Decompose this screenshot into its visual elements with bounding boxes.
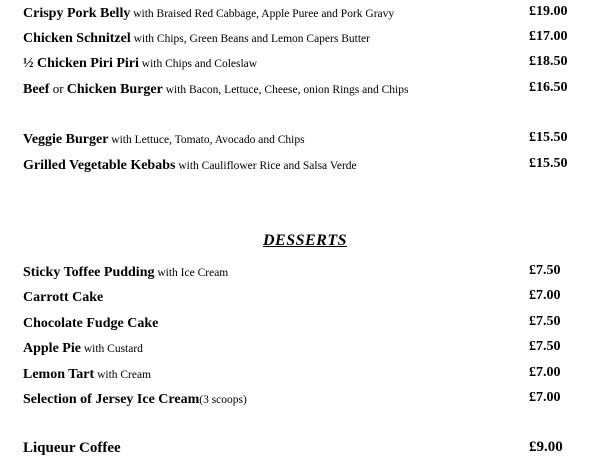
item-price: £16.50 bbox=[529, 80, 568, 95]
item-connector: or bbox=[49, 81, 67, 96]
item-price: £7.00 bbox=[529, 390, 561, 405]
menu-item bbox=[23, 314, 600, 334]
item-name: Lemon Tart bbox=[23, 367, 95, 382]
item-price: £7.50 bbox=[529, 263, 561, 278]
item-price: £7.50 bbox=[529, 314, 561, 329]
item-name: Liqueur Coffee bbox=[23, 440, 121, 456]
item-name: Crispy Pork Belly bbox=[23, 6, 131, 21]
item-price: £15.50 bbox=[529, 130, 568, 145]
item-description: with Braised Red Cabbage, Apple Puree and Pork Gravy bbox=[130, 8, 395, 20]
item-price: £18.50 bbox=[529, 54, 568, 69]
menu-item bbox=[23, 339, 600, 359]
menu-item bbox=[23, 54, 600, 74]
menu-item bbox=[23, 365, 600, 385]
item-name-2: Chicken Burger bbox=[66, 82, 163, 97]
item-description: with Cream bbox=[94, 369, 152, 381]
menu-item bbox=[23, 156, 600, 176]
item-name: Apple Pie bbox=[23, 341, 81, 356]
item-description: with Lettuce, Tomato, Avocado and Chips bbox=[108, 134, 305, 146]
item-name: Selection of Jersey Ice Cream bbox=[23, 392, 200, 407]
item-name: Sticky Toffee Pudding bbox=[23, 265, 155, 280]
item-price: £7.00 bbox=[529, 288, 561, 303]
item-price: £17.00 bbox=[529, 29, 568, 44]
item-description: with Custard bbox=[80, 343, 143, 355]
item-description: with Bacon, Lettuce, Cheese, onion Rings and Chips bbox=[162, 84, 409, 96]
menu-item bbox=[23, 130, 600, 150]
item-name: ½ Chicken Piri Piri bbox=[23, 56, 139, 71]
item-name: Grilled Vegetable Kebabs bbox=[23, 158, 176, 173]
item-description: (3 scoops) bbox=[199, 394, 247, 406]
item-price: £9.00 bbox=[529, 439, 563, 455]
item-description: with Cauliflower Rice and Salsa Verde bbox=[175, 160, 357, 172]
item-price: £15.50 bbox=[529, 156, 568, 171]
item-price: £19.00 bbox=[529, 4, 568, 19]
item-price: £7.00 bbox=[529, 365, 561, 380]
item-name: Veggie Burger bbox=[23, 132, 109, 147]
menu-item bbox=[23, 390, 600, 410]
menu-item bbox=[23, 439, 600, 459]
item-price: £7.50 bbox=[529, 339, 561, 354]
item-name: Chocolate Fudge Cake bbox=[23, 316, 159, 331]
menu-item bbox=[23, 4, 600, 24]
item-name: Carrott Cake bbox=[23, 290, 104, 305]
item-description: with Chips and Coleslaw bbox=[138, 58, 258, 70]
item-description: with Ice Cream bbox=[154, 267, 229, 279]
item-name: Beef bbox=[23, 82, 50, 97]
menu-item bbox=[23, 288, 600, 308]
section-heading-desserts: DESSERTS bbox=[262, 232, 348, 249]
item-name: Chicken Schnitzel bbox=[23, 31, 131, 46]
menu-item bbox=[23, 80, 600, 100]
menu-item bbox=[23, 29, 600, 49]
menu-item bbox=[23, 263, 600, 283]
item-description: with Chips, Green Beans and Lemon Capers Butter bbox=[130, 33, 370, 45]
